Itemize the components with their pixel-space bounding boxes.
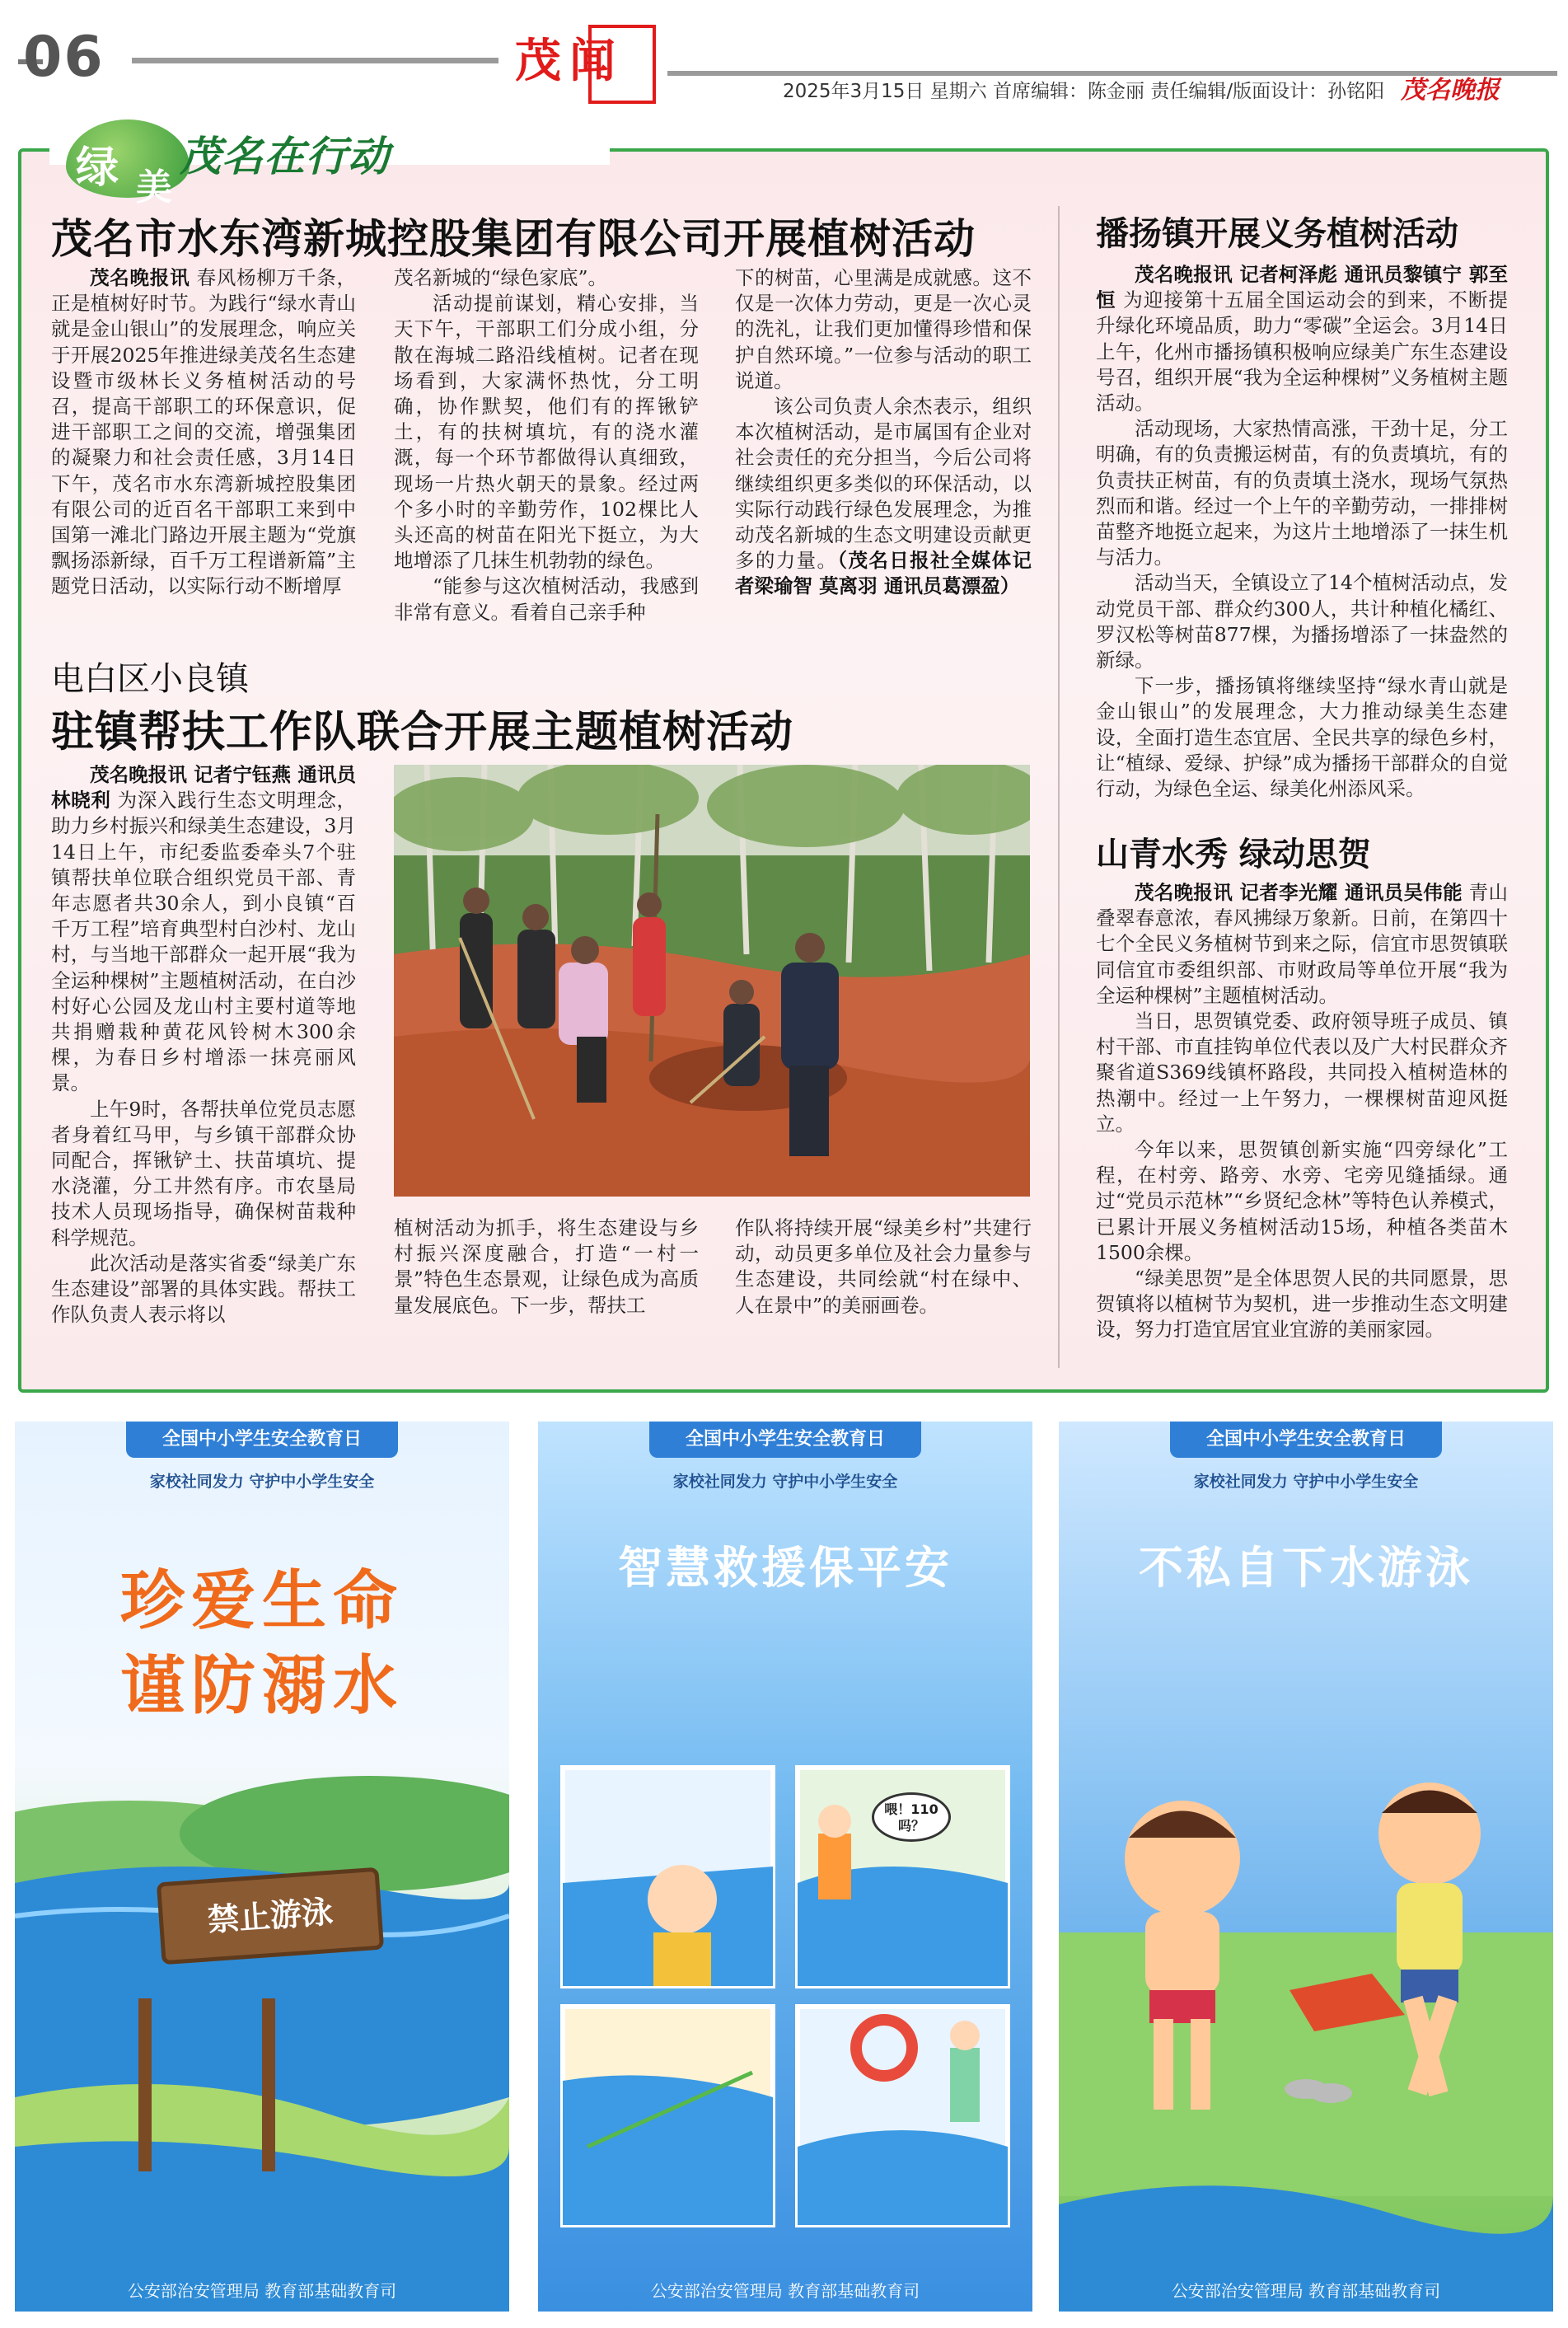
article2-lead: 茂名晚报讯 记者宁钰燕 通讯员林晓利 [51, 763, 356, 813]
article1-col3-p1: 该公司负责人余杰表示，组织本次植树活动，是市属国有企业对社会责任的充分担当，今后公司将继续组织更多类似的环保活动，以实际行动践行绿色发展理念，为推动茂名新城的生态文明建设贡献更多的力量。 [735, 395, 1032, 573]
section-title: 茂名在行动 [180, 133, 390, 180]
column-divider [1058, 206, 1060, 1368]
poster1-tag: 全国中小学生安全教育日 [126, 1422, 398, 1458]
article2-col2: 植树活动为抓手，将生态建设与乡村振兴深度融合，打造“一村一景”特色生态景观，让绿色成为高质量发展底色。下一步，帮扶工 [394, 1216, 699, 1317]
poster2-slogan: 家校社同发力 守护中小学生安全 [672, 1473, 898, 1491]
poster1-title-line2: 谨防溺水 [119, 1649, 404, 1723]
poster2-tag: 全国中小学生安全教育日 [649, 1422, 921, 1458]
article2-kicker: 电白区小良镇 [51, 660, 249, 698]
badge-char-1: 绿 [76, 143, 119, 193]
page-number: 06 [23, 25, 105, 90]
header-rule-left [132, 58, 498, 63]
article1-col3 [735, 265, 1032, 600]
article2-col1-p2: 上午9时，各帮扶单位党员志愿者身着红马甲，与乡镇干部群众协同配合，挥锹铲土、扶苗填坑、提水浇灌，分工井然有序。市农垦局技术人员现场指导，确保树苗栽种科学规范。 [51, 1097, 356, 1249]
poster3-title: 不私自下水游泳 [1139, 1542, 1473, 1594]
poster3-footer: 公安部治安管理局 教育部基础教育司 [1171, 2281, 1441, 2301]
article2-title: 驻镇帮扶工作队联合开展主题植树活动 [51, 708, 794, 757]
paper-logo: 茂名晚报 [1401, 76, 1500, 105]
article3-p4: 下一步，播扬镇将继续坚持“绿水青山就是金山银山”的发展理念，大力推动绿美生态建设，全面打造生态宜居、全民共享的绿色乡村，让“植绿、爱绿、护绿”成为播扬干部群众的自觉行动，为绿色全运、绿美化州添风采。 [1096, 674, 1508, 801]
article3-lead: 茂名晚报讯 记者柯泽彪 通讯员黎镇宁 郭至恒 [1096, 263, 1508, 312]
article4-title: 山青水秀 绿动思贺 [1096, 836, 1371, 874]
article3-p1: 为迎接第十五届全国运动会的到来，不断提升绿化环境品质，助力“零碳”全运会。3月14日上午，化州市播扬镇积极响应绿美广东生态建设号召，组织开展“我为全运种棵树”义务植树主题活动。 [1096, 288, 1508, 415]
poster3-slogan: 家校社同发力 守护中小学生安全 [1193, 1473, 1419, 1491]
article1-col2 [394, 265, 699, 625]
article4-p4: “绿美思贺”是全体思贺人民的共同愿景，思贺镇将以植树节为契机，进一步推动生态文明建设，努力打造宜居宜业宜游的美丽家园。 [1096, 1267, 1508, 1342]
poster1-footer: 公安部治安管理局 教育部基础教育司 [127, 2281, 397, 2301]
poster1-scene-art [15, 1422, 509, 2312]
article3-p3: 活动当天，全镇设立了14个植树活动点，发动党员干部、群众约300人，共计种植化橘红、罗汉松等树苗877棵，为播扬增添了一抹盎然的新绿。 [1096, 571, 1508, 672]
column-name: 茂闻 [515, 34, 624, 88]
poster-no-swimming-alone [1059, 1422, 1553, 2312]
article3-title: 播扬镇开展义务植树活动 [1096, 215, 1458, 253]
tree-planting-photo [394, 765, 1030, 1197]
poster3-scene-art [1059, 1422, 1553, 2312]
article3-body [1096, 262, 1508, 802]
article2-col3: 作队将持续开展“绿美乡村”共建行动，动员更多单位及社会力量参与生态建设，共同绘就“村在绿中、人在景中”的美丽画卷。 [735, 1216, 1032, 1317]
poster2-title: 智慧救援保平安 [618, 1542, 953, 1594]
article4-p3: 今年以来，思贺镇创新实施“四旁绿化”工程，在村旁、路旁、水旁、宅旁见缝插绿。通过“党员示范林”“乡贤纪念林”等特色认养模式，已累计开展义务植树活动15场，种植各类苗木1500余棵。 [1096, 1138, 1508, 1264]
article1-title: 茂名市水东湾新城控股集团有限公司开展植树活动 [51, 215, 976, 263]
poster2-comic-art [538, 1422, 1032, 2312]
article1-col2-p2: “能参与这次植树活动，我感到非常有意义。看着自己亲手种 [394, 574, 699, 624]
article1-col2-p1: 活动提前谋划，精心安排，当天下午，干部职工们分成小组，分散在海城二路沿线植树。记者在现场看到，大家满怀热忱，分工明确，协作默契，他们有的挥锹铲土，有的扶树填坑，有的浇水灌溉，每一个环节都做得认真细致，现场一片热火朝天的景象。经过两个多小时的辛勤劳作，102棵比人头还高的树苗在阳光下挺立，为大地增添了几抹生机勃勃的绿色。 [394, 292, 699, 573]
poster-drowning-prevention [15, 1422, 509, 2312]
article4-p1: 青山叠翠春意浓，春风拂绿万象新。日前，在第四十七个全民义务植树节到来之际，信宜市思贺镇联同信宜市委组织部、市财政局等单位开展“我为全运种棵树”主题植树活动。 [1096, 881, 1508, 1007]
article4-lead: 茂名晚报讯 记者李光耀 通讯员吴伟能 [1135, 881, 1463, 904]
article3-p2: 活动现场，大家热情高涨，干劲十足，分工明确，有的负责搬运树苗，有的负责填坑，有的负责扶正树苗，有的负责填土浇水，现场气氛热烈而和谐。经过一个上午的辛勤劳动，一排排树苗整齐地挺立起来，为这片土地增添了一抹生机与活力。 [1096, 417, 1508, 569]
article1-col2-cont: 茂名新城的“绿色家底”。 [394, 266, 608, 289]
article2-col1-text: 为深入践行生态文明理念，助力乡村振兴和绿美生态建设，3月14日上午，市纪委监委牵头7个驻镇帮扶单位联合组织党员干部、青年志愿者共30余人，到小良镇“百千万工程”培育典型村白沙村、龙山村，与当地干部群众一起开展“我为全运种棵树”主题植树活动，在白沙村好心公园及龙山村主要村道等地共捐赠栽种黄花风铃树木300余棵，为春日乡村增添一抹亮丽风景。 [51, 789, 356, 1095]
article2-col1-p3: 此次活动是落实省委“绿美广东生态建设”部署的具体实践。帮扶工作队负责人表示将以 [51, 1251, 356, 1327]
poster3-tag: 全国中小学生安全教育日 [1170, 1422, 1442, 1458]
article4-p2: 当日，思贺镇党委、政府领导班子成员、镇村干部、市直挂钩单位代表以及广大村民群众齐聚省道S369线镇杯路段，共同投入植树造林的热潮中。经过一上午努力，一棵棵树苗迎风挺立。 [1096, 1009, 1508, 1136]
article1-col1 [51, 265, 356, 600]
article1-col1-text: 春风杨柳万千条，正是植树好时节。为践行“绿水青山就是金山银山”的发展理念，响应关于开展2025年推进绿美茂名生态建设暨市级林长义务植树活动的号召，提高干部职工的环保意识，促进干部职工之间的交流，增强集团的凝聚力和社会责任感，3月14日下午，茂名市水东湾新城控股集团有限公司的近百名干部职工来到中国第一滩北门路边开展主题为“党旗飘扬添新绿，百千万工程谱新篇”主题党日活动，以实际行动不断增厚 [51, 266, 356, 598]
article1-col3-cont: 下的树苗，心里满是成就感。这不仅是一次体力劳动，更是一次心灵的洗礼，让我们更加懂得珍惜和保护自然环境。”一位参与活动的职工说道。 [735, 266, 1032, 392]
article1-byline: （茂名日报社全媒体记者梁瑜智 莫离羽 通讯员葛漂盈） [735, 549, 1032, 598]
poster1-slogan: 家校社同发力 守护中小学生安全 [149, 1473, 375, 1491]
poster1-title-line1: 珍爱生命 [119, 1564, 404, 1638]
poster1-sign: 禁止游泳 [157, 1867, 384, 1965]
poster2-footer: 公安部治安管理局 教育部基础教育司 [650, 2281, 920, 2301]
poster2-speech-bubble: 喂！110吗？ [872, 1792, 951, 1842]
badge-char-2: 美 [136, 166, 172, 208]
poster-smart-rescue [538, 1422, 1032, 2312]
article1-lead: 茂名晚报讯 [90, 266, 190, 289]
article4-body [1096, 880, 1508, 1343]
header-date-line: 2025年3月15日 星期六 首席编辑：陈金丽 责任编辑/版面设计：孙铭阳 [783, 81, 1385, 102]
article2-col1 [51, 762, 356, 1328]
tree-planting-photo-art [394, 765, 1030, 1197]
